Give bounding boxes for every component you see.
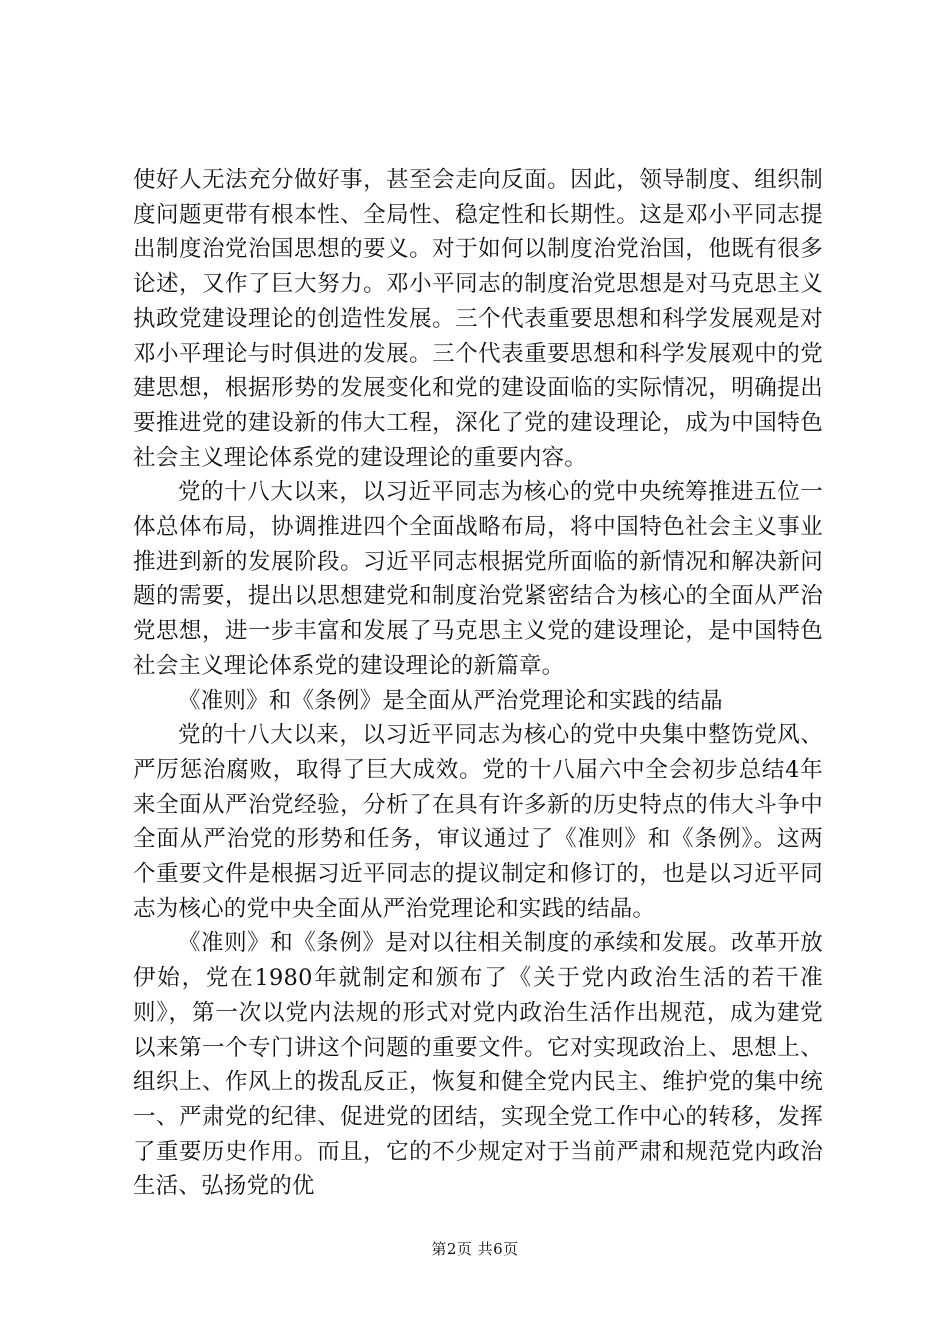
paragraph-2: 党的十八大以来，以习近平同志为核心的党中央统筹推进五位一体总体布局，协调推进四个全面战略布局，将中国特色社会主义事业推进到新的发展阶段。习近平同志根据党所面临的新情况和解决新问题的需要，提出以思想建党和制度治党紧密结合为核心的全面从严治党思想，进一步丰富和发展了马克思主义党的建设理论，是中国特色社会主义理论体系党的建设理论的新篇章。 bbox=[133, 479, 823, 679]
section-heading: 《准则》和《条例》是全面从严治党理论和实践的结晶 bbox=[178, 687, 723, 714]
document-body bbox=[133, 163, 823, 1204]
paragraph-1: 使好人无法充分做好事，甚至会走向反面。因此，领导制度、组织制度问题更带有根本性、全局性、稳定性和长期性。这是邓小平同志提出制度治党治国思想的要义。对于如何以制度治党治国，他既有很多论述，又作了巨大努力。邓小平同志的制度治党思想是对马克思主义执政党建设理论的创造性发展。三个代表重要思想和科学发展观是对邓小平理论与时俱进的发展。三个代表重要思想和科学发展观中的党建思想，根据形势的发展变化和党的建设面临的实际情况，明确提出要推进党的建设新的伟大工程，深化了党的建设理论，成为中国特色社会主义理论体系党的建设理论的重要内容。 bbox=[133, 167, 823, 471]
paragraph-4: 《准则》和《条例》是对以往相关制度的承续和发展。改革开放伊始，党在1980年就制定和颁布了《关于党内政治生活的若干准则》，第一次以党内法规的形式对党内政治生活作出规范，成为建党以来第一个专门讲这个问题的重要文件。它对实现政治上、思想上、组织上、作风上的拨乱反正，恢复和健全党内民主、维护党的集中统一、严肃党的纪律、促进党的团结，实现全党工作中心的转移，发挥了重要历史作用。而且，它的不少规定对于当前严肃和规范党内政治生活、弘扬党的优 bbox=[133, 930, 823, 1200]
paragraph-3: 党的十八大以来，以习近平同志为核心的党中央集中整饬党风、严厉惩治腐败，取得了巨大成效。党的十八届六中全会初步总结4年来全面从严治党经验，分析了在具有许多新的历史特点的伟大斗争中全面从严治党的形势和任务，审议通过了《准则》和《条例》。这两个重要文件是根据习近平同志的提议制定和修订的，也是以习近平同志为核心的党中央全面从严治党理论和实践的结晶。 bbox=[133, 722, 823, 922]
page-number-footer: 第2页 共6页 bbox=[431, 1240, 519, 1258]
